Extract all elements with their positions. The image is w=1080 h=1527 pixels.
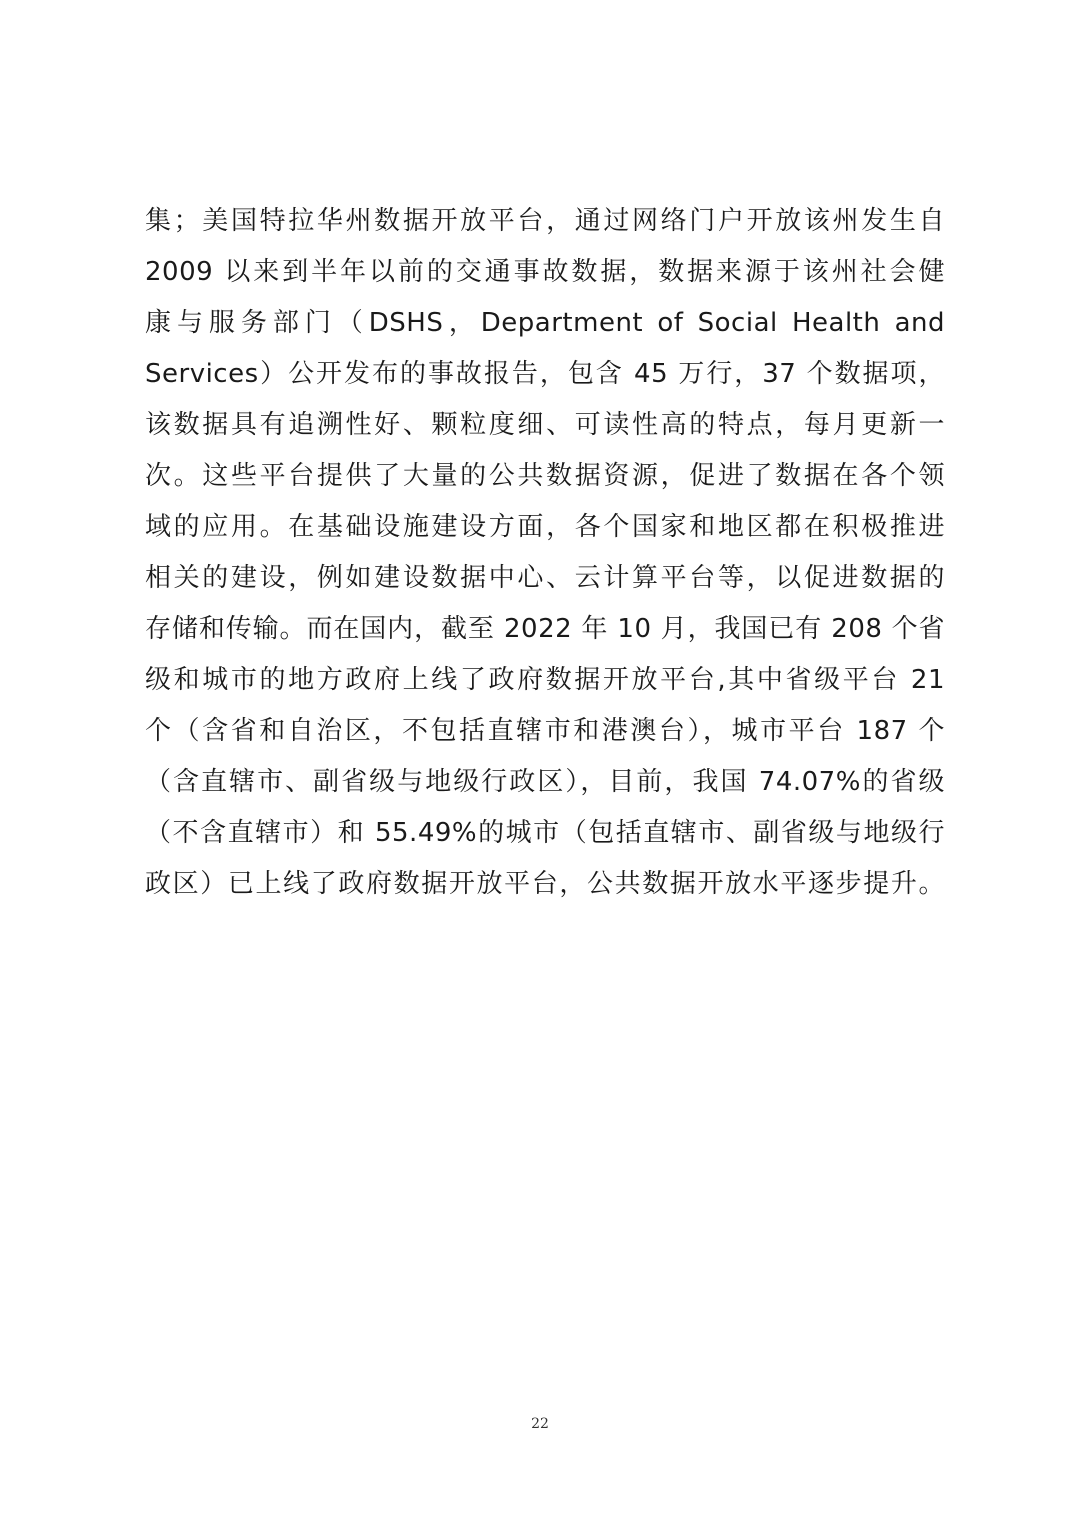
text-line: 政区）已上线了政府数据开放平台，公共数据开放水平逐步提升。 <box>145 869 945 899</box>
text-line: 2009 以来到半年以前的交通事故数据，数据来源于该州社会健 <box>145 257 945 287</box>
text-line: 级和城市的地方政府上线了政府数据开放平台,其中省级平台 21 <box>145 665 945 695</box>
text-line: 次。这些平台提供了大量的公共数据资源，促进了数据在各个领 <box>145 461 945 491</box>
text-line: 康与服务部门（DSHS，Department of Social Health and <box>145 308 945 338</box>
text-line: 存储和传输。而在国内，截至 2022 年 10 月，我国已有 208 个省 <box>145 614 945 644</box>
body-paragraph <box>145 196 945 910</box>
page-number: 22 <box>531 1416 549 1432</box>
text-line: 相关的建设，例如建设数据中心、云计算平台等，以促进数据的 <box>145 563 945 593</box>
text-line: 该数据具有追溯性好、颗粒度细、可读性高的特点，每月更新一 <box>145 410 945 440</box>
text-line: 域的应用。在基础设施建设方面，各个国家和地区都在积极推进 <box>145 512 945 542</box>
text-line: （不含直辖市）和 55.49%的城市（包括直辖市、副省级与地级行 <box>145 818 945 848</box>
text-line: （含直辖市、副省级与地级行政区），目前，我国 74.07%的省级 <box>145 767 945 797</box>
text-line: 个（含省和自治区，不包括直辖市和港澳台），城市平台 187 个 <box>145 716 945 746</box>
text-line: Services）公开发布的事故报告，包含 45 万行，37 个数据项， <box>145 359 945 389</box>
text-line: 集；美国特拉华州数据开放平台，通过网络门户开放该州发生自 <box>145 206 945 236</box>
